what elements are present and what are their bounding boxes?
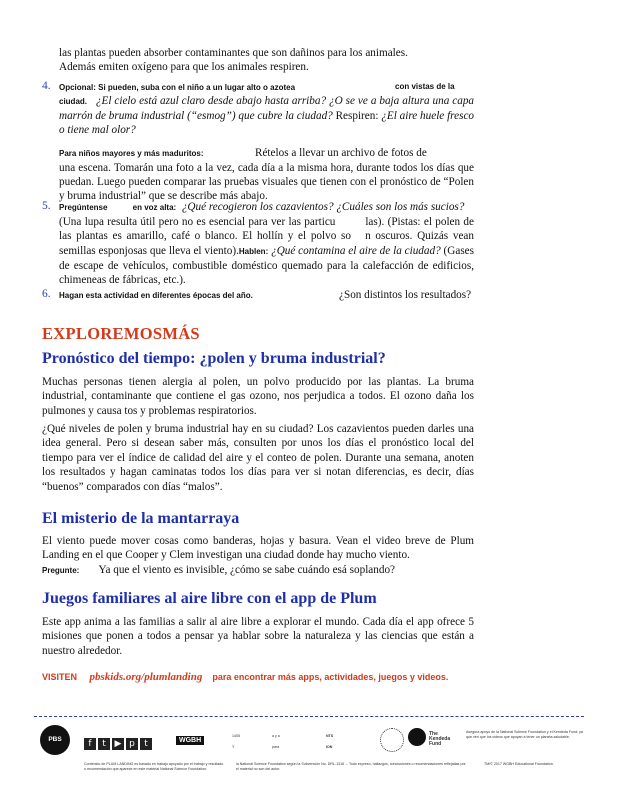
section-stingray-ask (42, 563, 474, 578)
footer-left-note: Contenido de PLUM LANDING es basado en trabajo apoyado por el trabajo y resultado o recomendación que aparece en este material National Science Foundation. (84, 762, 224, 771)
step-5-text-1: (Una lupa resulta útil pero no es esencial para ver las particu (59, 216, 336, 229)
footer-col-a (232, 734, 240, 750)
footer-divider (34, 716, 584, 717)
footer-col-c-2: ION (326, 745, 333, 749)
visit-text: para encontrar más apps, actividades, juegos y videos. (212, 672, 449, 682)
footer-mid-note: la National Science Foundation según la Subvención No. DRL-1316 ... Todo expreso, hallazgos, conclusiones o recomendaciones reflejadas por el material no son del autor. (236, 762, 466, 771)
facebook-icon[interactable]: f (84, 738, 96, 750)
explore-heading: EXPLOREMOSMÁS (42, 324, 200, 343)
social-icons (84, 735, 154, 753)
section-title-stingray: El misterio de la mantarraya (42, 510, 240, 527)
funders-text: Asegura apoyo de la National Science Foundation y el Kendeda Fund: ya que ven que los videos que apoyan a tener un planeta saludable. (466, 730, 583, 739)
step-5-lead: Pregúntense (59, 203, 108, 212)
ask-text: Ya que el viento es invisible, ¿cómo se sabe cuándo esá soplando? (98, 564, 396, 576)
youtube-icon[interactable]: ▶ (112, 738, 124, 750)
step-4-question-2: ¿El aire huele fresco o tiene mal olor? (59, 110, 475, 137)
step-4-older-text-2: una escena. Tomarán una foto a la vez, cada día a la misma hora, durante todos los días que puedan. Luego pueden comparar las pruebas visuales que tienen con el pronóstico de “Polen y bruma industrial” que se describe más abajo. (59, 161, 474, 203)
step-5-text-1b: las). (Pistas: el polen de las plantas es amarillo, café o blanco. El hollín y el polvo so (59, 216, 474, 243)
pbs-kids-logo: PBS KIDS (40, 725, 70, 755)
section-forecast-p1: Muchas personas tienen alergia al polen, un polvo producido por las plantas. La bruma industrial, contaminante que contiene el gas ozono, nos perjudica a todos. El ozono daña los pulmones y causa tos y problemas respiratorios. (42, 376, 474, 417)
step-6-question: ¿Son distintos los resultados? (339, 289, 472, 301)
kendeda-name: The Kendeda Fund (429, 731, 451, 747)
step-6-number: 6. (42, 288, 51, 300)
step-5-question: ¿Qué recogieron los cazavientos? ¿Cuáles son los más sucios? (181, 201, 465, 213)
footer-col-b (272, 734, 280, 750)
footer-col-c (326, 734, 333, 750)
intro-line-2: Además emiten oxígeno para que los animales respiren. (59, 61, 309, 74)
intro-paragraph (59, 46, 474, 74)
visit-label: VISITEN (42, 672, 78, 682)
step-6 (59, 288, 474, 302)
step-4-respiren-label: Respiren: (335, 110, 379, 123)
step-5-question-2: ¿Qué contamina el aire de la ciudad? (271, 244, 441, 257)
step-4-lead: Opcional: Si pueden, suba con el niño a un lugar alto o azotea (59, 83, 296, 92)
section-title-forecast: Pronóstico del tiempo: ¿polen y bruma industrial? (42, 350, 386, 367)
section-title-app: Juegos familiares al aire libre con el app de Plum (42, 590, 377, 607)
pinterest-icon[interactable]: p (126, 738, 138, 750)
step-4-older-label: Para niños mayores y más maduritos: (59, 148, 204, 158)
wgbh-logo: WGBH (176, 736, 204, 745)
step-5-number: 5. (42, 200, 51, 212)
visit-link[interactable]: pbskids.org/plumlanding (89, 671, 203, 683)
step-4-older-text-1: Rételos a llevar un archivo de fotos de (255, 146, 427, 159)
intro-line-1: las plantas pueden absorber contaminantes que son dañinos para los animales. (59, 47, 408, 59)
nsf-seal-icon (380, 728, 404, 752)
twitter-icon[interactable]: t (98, 738, 110, 750)
step-5 (59, 200, 474, 287)
section-forecast-p2: ¿Qué niveles de polen y bruma industrial hay en su ciudad? Los cazavientos pueden darles una idea general. Pero si desean saber más, consulten por unos los días el pronóstico local del tiempo para ver el índice de calidad del aire y el conteo de polen. Durante una semana, anoten los resultados y hagan caminatas todos los días para ver si notan diferencias, es decir, días “buenos” comparados con días “malos”. (42, 423, 474, 493)
step-5-text-1c: n oscuros. Quizás vean semillas esponjosas que lleva el viento). (59, 230, 474, 257)
tumblr-icon[interactable]: t (140, 738, 152, 750)
footer-col-a-1: 1405 (232, 734, 240, 738)
footer-col-c-1: NTS (326, 734, 334, 738)
step-5-hablen-label: Hablen: (238, 246, 269, 256)
step-4-question: ¿El cielo está azul claro desde abajo hasta arriba? ¿O se ve a baja altura una capa marrón de bruma industrial (“esmog”) que cubre la ciudad? (59, 95, 475, 123)
footer-right-note: TM/© 2017 WGBH Educational Foundation. (484, 762, 554, 766)
footer-col-b-1: a y a (272, 734, 280, 738)
step-5-lead-mid: en voz alta: (132, 203, 177, 212)
section-app-p1: Este app anima a las familias a salir al aire libre a explorar el mundo. Cada día el app ofrece 5 misiones que ponen a todos a pensar ya hablar sobre la naturaleza y las ciencias que están a nuestro alrededor. (42, 616, 474, 657)
step-4-number: 4. (42, 80, 51, 92)
footer-col-b-2: para (272, 745, 280, 749)
step-4-lead-tail: con vistas de la (395, 82, 455, 91)
step-4 (59, 80, 474, 203)
step-5-text-2: (Gases de escape de vehículos, combustible doméstico quemado para la calefacción de edificios, chimeneas de fábricas, etc.). (59, 244, 474, 287)
step-4-lead-2: ciudad. (59, 97, 88, 106)
step-6-lead: Hagan esta actividad en diferentes épocas del año. (59, 291, 253, 300)
footer-col-a-2: Y (232, 745, 235, 749)
kendeda-logo-icon (408, 728, 426, 746)
section-stingray-p1: El viento puede mover cosas como banderas, hojas y basura. Vean el video breve de Plum Landing en el que Cooper y Clem investigan una ciudad donde hay mucho viento. (42, 535, 474, 562)
visit-line (42, 671, 448, 683)
ask-label: Pregunte: (42, 566, 80, 575)
